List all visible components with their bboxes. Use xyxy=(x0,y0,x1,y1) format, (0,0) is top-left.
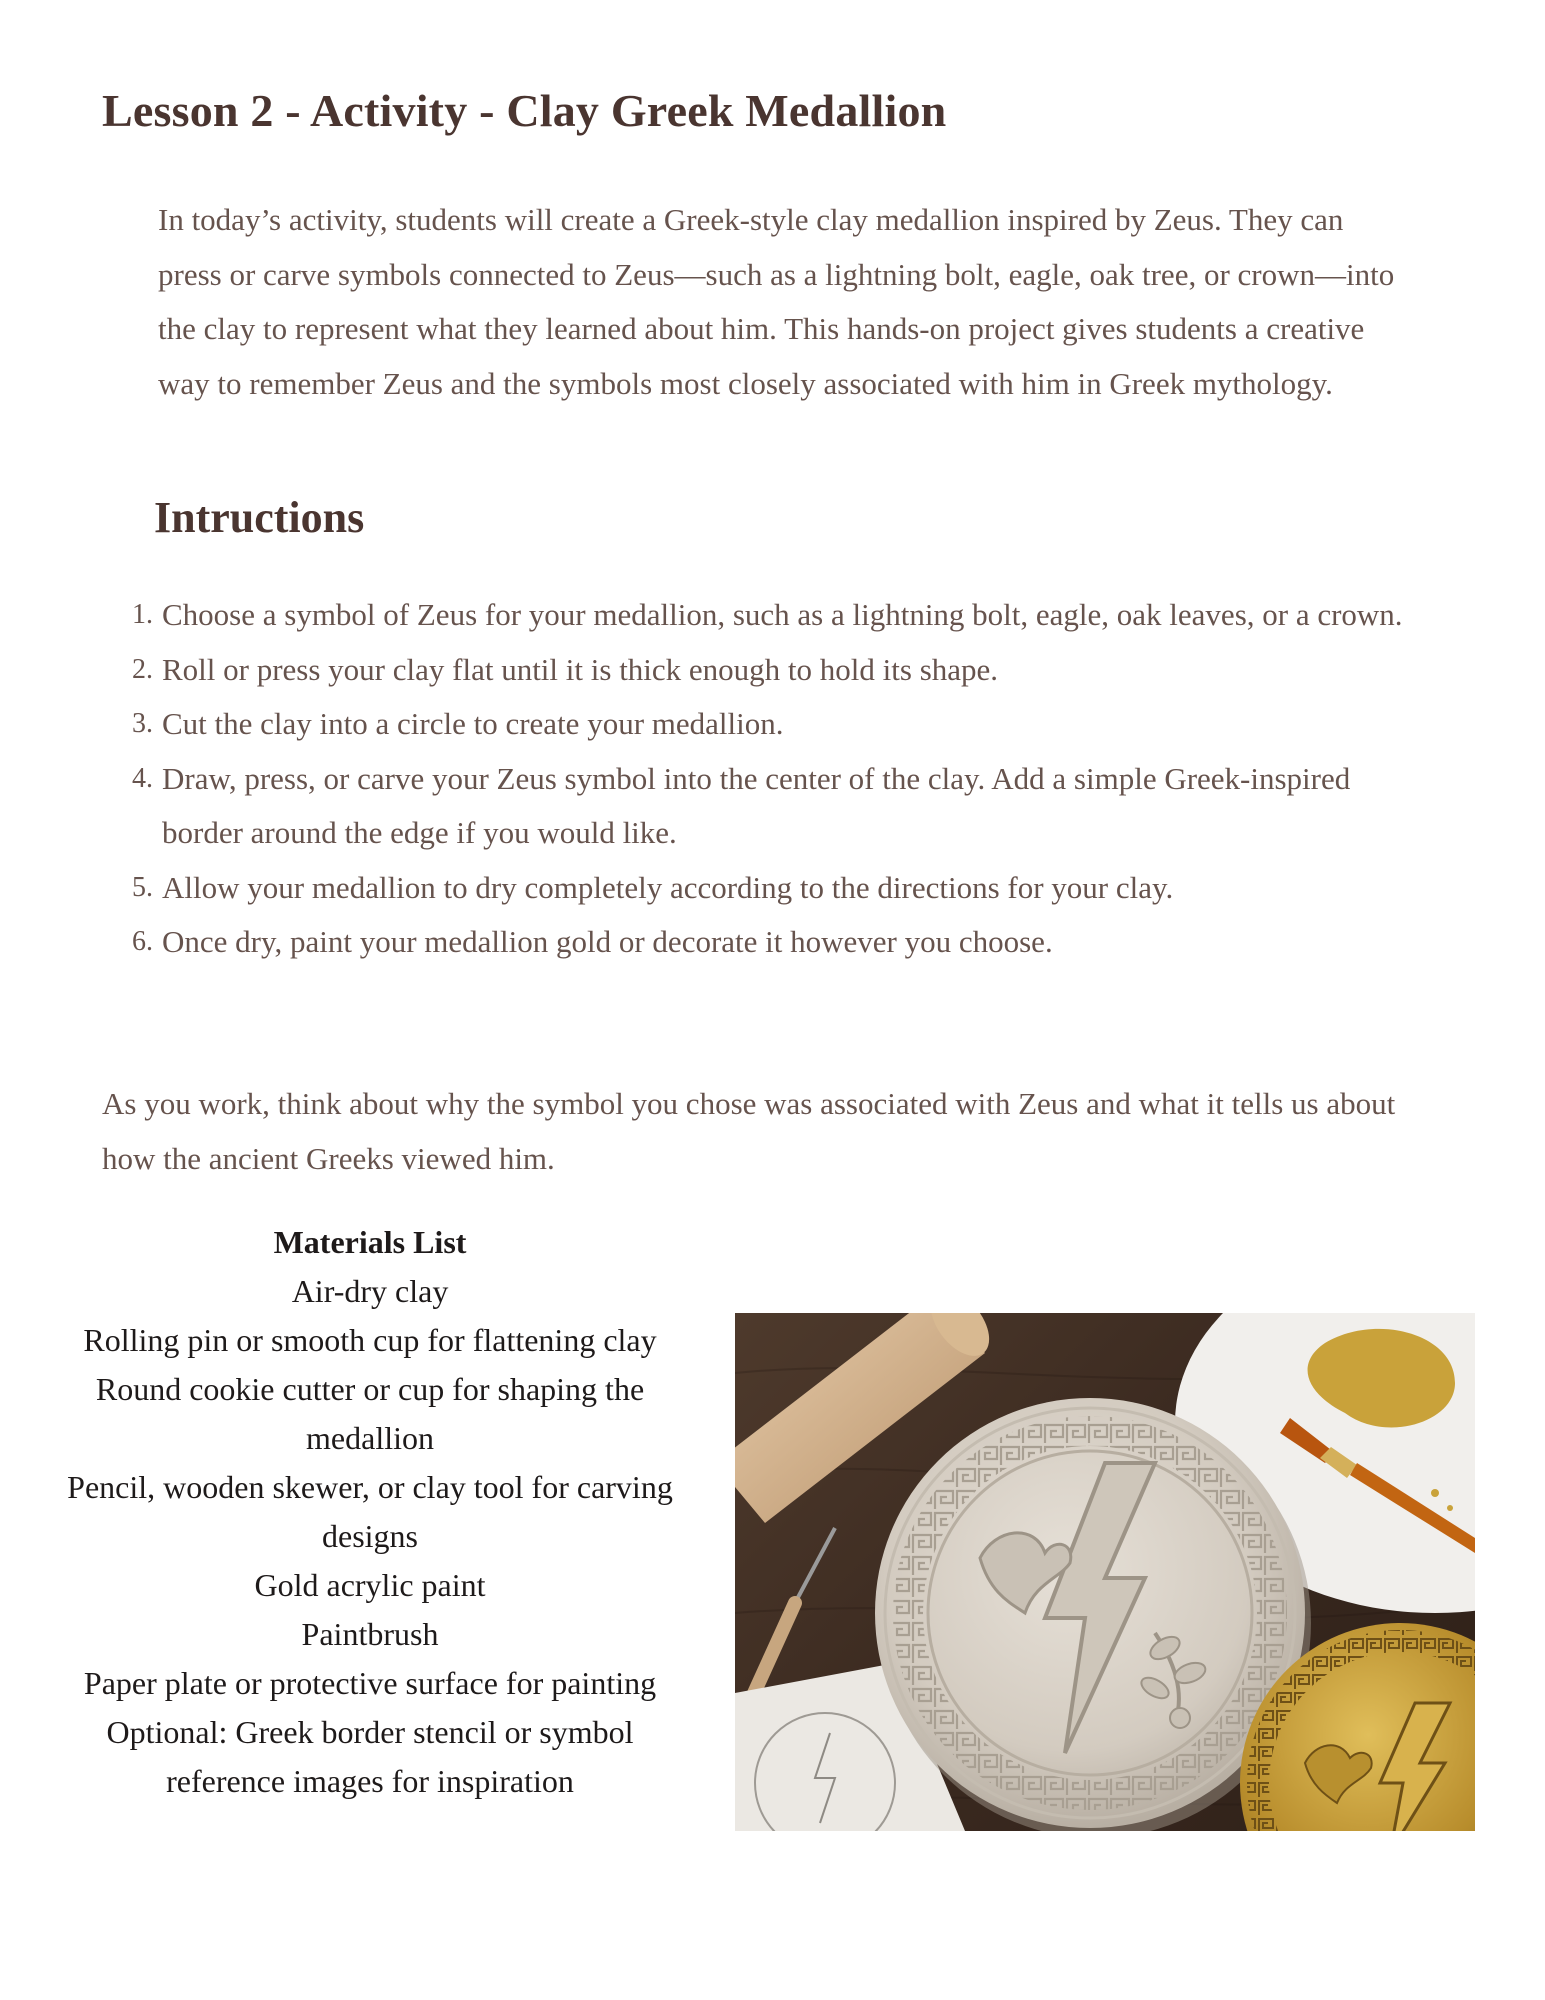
material-item: Gold acrylic paint xyxy=(254,1567,486,1603)
instructions-heading: Intructions xyxy=(154,493,365,542)
materials-items xyxy=(50,1267,690,1806)
step-text: Draw, press, or carve your Zeus symbol into the center of the clay. Add a simple Greek-inspired border around the edge if you would like. xyxy=(162,760,1351,850)
step-item xyxy=(132,915,1432,970)
step-text: Roll or press your clay flat until it is thick enough to hold its shape. xyxy=(162,651,999,687)
closing-paragraph: As you work, think about why the symbol you chose was associated with Zeus and what it tells us about how the ancient Greeks viewed him. xyxy=(102,1086,1396,1176)
step-text: Allow your medallion to dry completely according to the directions for your clay. xyxy=(162,869,1174,905)
step-item xyxy=(132,588,1432,643)
medallion-photo-illustration xyxy=(735,1313,1475,1831)
step-number: 3. xyxy=(132,708,153,739)
step-item xyxy=(132,861,1432,916)
materials-list xyxy=(50,1218,690,1806)
step-text: Choose a symbol of Zeus for your medallion, such as a lightning bolt, eagle, oak leaves, or a crown. xyxy=(162,597,1403,632)
step-number: 6. xyxy=(132,926,153,957)
step-item xyxy=(132,697,1432,752)
material-item: Optional: Greek border stencil or symbol reference images for inspiration xyxy=(106,1714,634,1799)
page-title: Lesson 2 - Activity - Clay Greek Medallion xyxy=(102,85,947,136)
material-item: Air-dry clay xyxy=(291,1273,449,1309)
clay-medallion-photo xyxy=(735,1313,1475,1831)
material-item: Rolling pin or smooth cup for flattening clay xyxy=(83,1322,657,1358)
step-item xyxy=(132,752,1432,861)
step-text: Once dry, paint your medallion gold or decorate it however you choose. xyxy=(162,924,1053,959)
step-item xyxy=(132,643,1432,698)
instructions-list xyxy=(132,588,1432,970)
step-text: Cut the clay into a circle to create your medallion. xyxy=(162,706,784,741)
material-item: Paintbrush xyxy=(301,1616,439,1652)
material-item: Pencil, wooden skewer, or clay tool for carving designs xyxy=(67,1469,673,1554)
step-number: 5. xyxy=(132,871,153,903)
step-number: 2. xyxy=(132,653,153,685)
intro-paragraph: In today’s activity, students will create a Greek-style clay medallion inspired by Zeus. They can press or carve symbols connected to Zeus—such as a lightning bolt, eagle, oak tree, or crown—into the clay to represent what they learned about him. This hands-on project gives students a creative way to remember Zeus and the symbols most closely associated with him in Greek mythology. xyxy=(158,202,1395,401)
step-number: 4. xyxy=(132,762,153,794)
material-item: Round cookie cutter or cup for shaping the medallion xyxy=(95,1371,645,1456)
step-number: 1. xyxy=(132,599,153,630)
materials-title: Materials List xyxy=(273,1224,467,1260)
material-item: Paper plate or protective surface for painting xyxy=(83,1665,657,1701)
